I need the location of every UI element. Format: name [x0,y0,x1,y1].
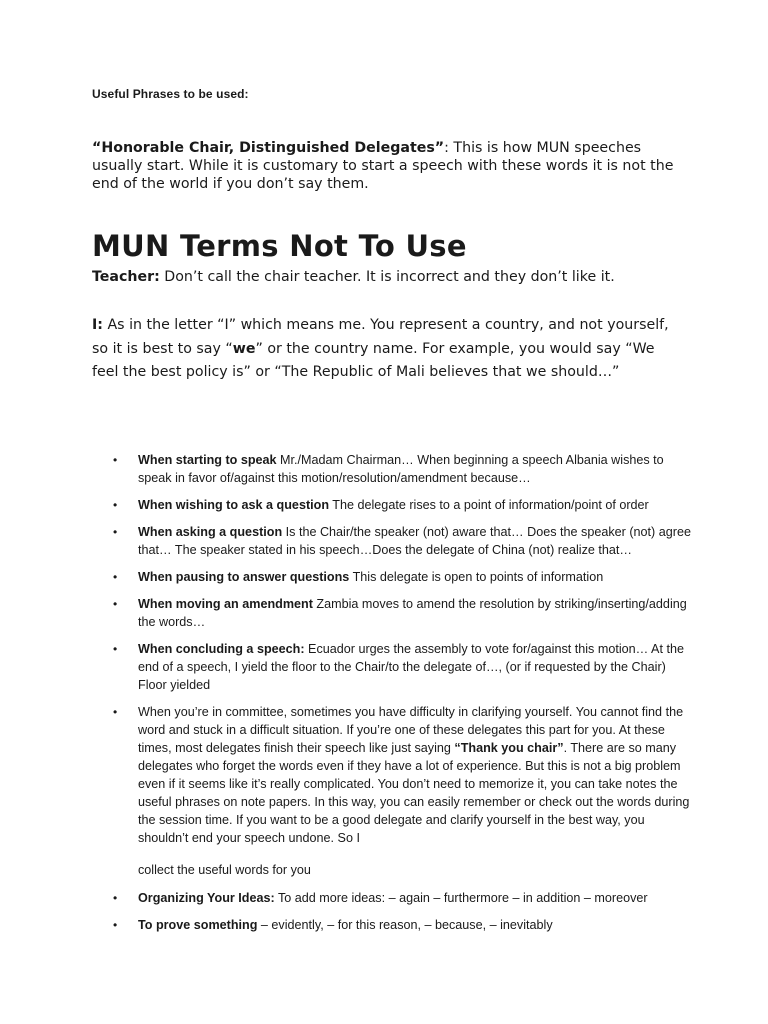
bullet-icon: • [113,498,118,512]
list-item-label: When pausing to answer questions [138,570,350,584]
collect-line: collect the useful words for you [138,863,311,877]
list-item-label: To prove something [138,918,258,932]
list-item-label: When concluding a speech: [138,642,305,656]
bullet-icon: • [113,705,118,719]
list-item-label: When moving an amendment [138,597,313,611]
list-item [92,595,692,631]
list-item-label: When starting to speak [138,453,277,467]
bullet-icon: • [113,570,118,584]
list-item-label: When wishing to ask a question [138,498,330,512]
teacher-label: Teacher: [92,269,160,285]
i-term [92,314,672,385]
committee-bold: “Thank you chair” [454,741,564,755]
list-item-text: – evidently, – for this reason, – because, – inevitably [257,918,553,932]
list-item-text: Mr./Madam Chairman… When beginning a speech Albania wishes to speak in favor of/against this motion/resolution/amendment because… [138,453,664,485]
list-item-text: Is the Chair/the speaker (not) aware that… Does the speaker (not) agree that… The speaker stated in his speech…Does the delegate of China (not) realize that… [138,525,691,557]
teacher-text: Don’t call the chair teacher. It is incorrect and they don’t like it. [159,269,615,285]
bullet-icon: • [113,453,118,467]
i-text-1: As in the letter “I” which means me. You represent a country, and not yourself, so it is best to say “ [92,317,669,357]
list-item [92,568,692,586]
list-item-text: To add more ideas: – again – furthermore – in addition – moreover [274,891,648,905]
list-item-text: The delegate rises to a point of information/point of order [329,498,649,512]
teacher-term [92,268,692,286]
list-item-text: Ecuador urges the assembly to vote for/against this motion… At the end of a speech, I yield the floor to the Chair/to the delegate of…, (or if requested by the Chair) Floor yielded [138,642,684,692]
list-item-label: Organizing Your Ideas: [138,891,275,905]
list-item [92,451,692,487]
list-item-committee [92,703,692,847]
list-item [92,523,692,559]
committee-text-2: . There are so many delegates who forget the words even if they have a lot of experience. But this is not a big problem even if it seems like it’s really complicated. You don’t need to memorize it, you can take notes the useful phrases on note papers. In this way, you can easily remember or check out the words during the session time. If you want to be a good delegate and clarify yourself in the best way, you shouldn’t end your speech undone. So I [138,741,690,845]
useful-phrases-heading: Useful Phrases to be used: [92,87,249,101]
list-item-text: Zambia moves to amend the resolution by striking/inserting/adding the words… [138,597,687,629]
committee-text-1: When you’re in committee, sometimes you have difficulty in clarifying yourself. You cannot find the word and stuck in a difficult situation. If you’re one of these delegates this part for you. At these times, most delegates finish their speech like just saying [138,705,684,755]
phrases-list-2 [92,889,692,943]
list-item [92,496,692,514]
bullet-icon: • [113,525,118,539]
intro-text: : This is how MUN speeches usually start. While it is customary to start a speech with these words it is not the end of the world if you don’t say them. [92,140,674,192]
intro-paragraph [92,139,682,193]
i-text-2: ” or the country name. For example, you would say “We feel the best policy is” or “The Republic of Mali believes that we should…” [92,340,655,380]
bullet-icon: • [113,891,118,905]
list-item [92,916,692,934]
bullet-icon: • [113,918,118,932]
list-item [92,889,692,907]
bullet-icon: • [113,597,118,611]
terms-title: MUN Terms Not To Use [92,229,467,263]
list-item [92,640,692,694]
list-item-label: When asking a question [138,525,283,539]
intro-bold-phrase: “Honorable Chair, Distinguished Delegates” [92,140,445,156]
i-we-bold: we [232,340,256,357]
i-label: I: [92,317,103,333]
bullet-icon: • [113,642,118,656]
phrases-list [92,451,692,847]
list-item-text: This delegate is open to points of information [349,570,604,584]
